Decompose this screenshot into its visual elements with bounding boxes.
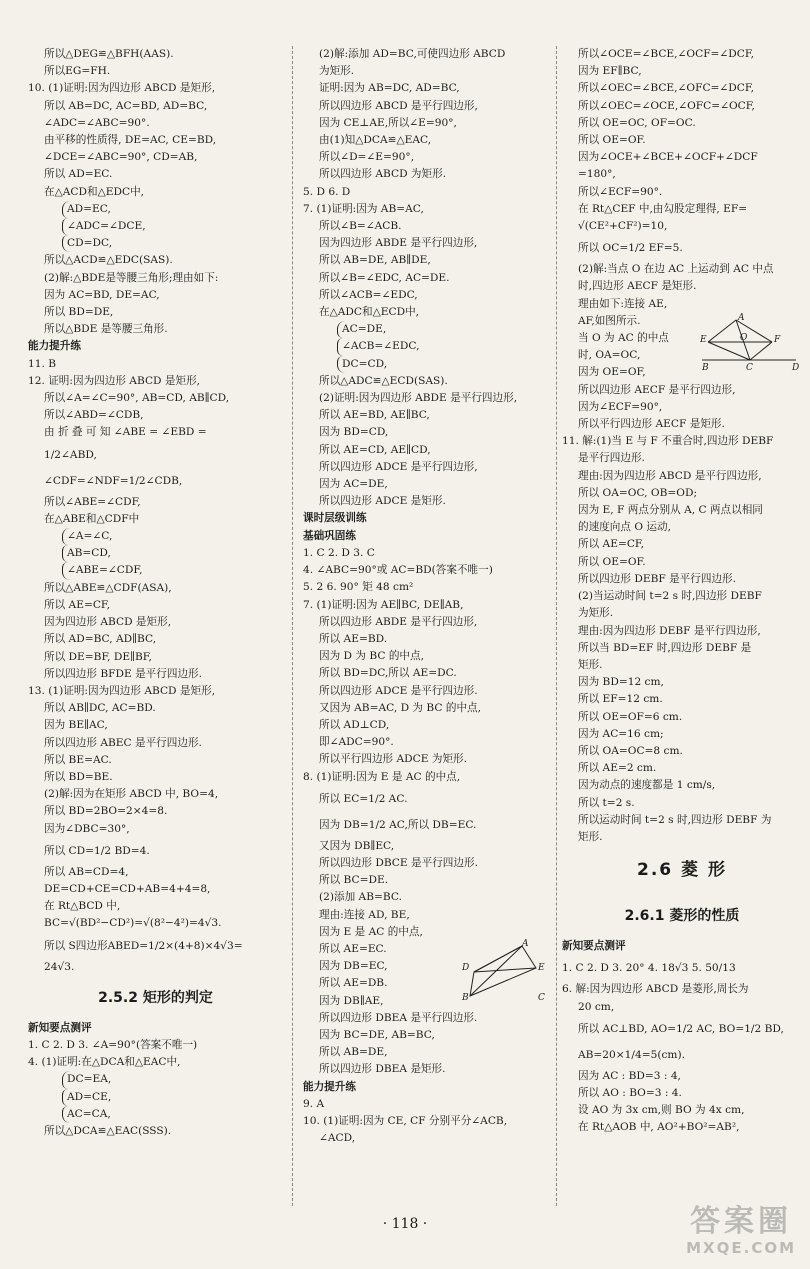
answer-line: 所以 OE=OF.	[578, 555, 646, 568]
svg-text:C: C	[746, 363, 753, 373]
answer-line: ∠ADC=∠ABC=90°.	[44, 116, 150, 129]
svg-text:E: E	[538, 963, 545, 973]
answer-line: 所以∠B=∠EDC, AC=DE.	[319, 271, 450, 284]
answer-line: 所以∠ABE=∠CDF,	[44, 495, 141, 508]
answer-line: 因为 CE⊥AE,所以∠E=90°,	[319, 116, 457, 129]
answer-line: ∠ACB=∠EDC,	[337, 338, 553, 355]
answer-line: 所以 AE=BD.	[319, 632, 388, 645]
answer-line: 时, OA=OC,	[578, 349, 641, 362]
answer-line: 所以 AE=CF,	[44, 598, 110, 611]
answer-line: 因为 BD=CD,	[319, 426, 389, 439]
answer-line: 由(1)知△DCA≌△EAC,	[319, 134, 432, 147]
answer-line: 由 折 叠 可 知 ∠ABE = ∠EBD =	[44, 426, 207, 439]
answer-line: 1. C 2. D 3. ∠A=90°(答案不唯一)	[28, 1038, 198, 1051]
svg-text:D: D	[462, 963, 470, 973]
answer-line: 所以 EC=1/2 AC.	[319, 792, 408, 805]
answer-line: 所以 OA=OC, OB=OD;	[578, 486, 698, 499]
answer-line: 所以 AO : BO=3 : 4.	[578, 1086, 682, 1099]
answer-line: 所以 AE=EC.	[319, 942, 387, 955]
answer-line: 因为 D 为 BC 的中点,	[319, 650, 424, 663]
answer-line: CD=DC,	[62, 235, 283, 252]
svg-text:B: B	[462, 993, 469, 1003]
answer-line: 所以 AE=2 cm.	[578, 762, 657, 775]
answer-line: 所以 BE=AC.	[44, 753, 112, 766]
answer-line: DC=CD,	[337, 356, 553, 373]
answer-line: 6. 解:因为四边形 ABCD 是菱形,周长为	[562, 983, 749, 996]
answer-line: 12. 证明:因为四边形 ABCD 是矩形,	[28, 374, 201, 387]
answer-line: 所以∠ABD=∠CDB,	[44, 409, 144, 422]
parallelogram-figure	[460, 938, 550, 1004]
answer-line: 所以四边形 ABCD 是平行四边形,	[319, 99, 478, 112]
answer-line: 7. (1)证明:因为 AE∥BC, DE∥AB,	[303, 598, 464, 611]
answer-line: 所以 S四边形ABED=1/2×(4+8)×4√3=	[44, 939, 243, 952]
svg-text:O: O	[740, 333, 748, 343]
answer-line: 8. (1)证明:因为 E 是 AC 的中点,	[303, 770, 461, 783]
answer-line: ∠ADC=∠DCE,	[62, 218, 283, 235]
answer-line: 所以运动时间 t=2 s 时,四边形 DEBF 为	[578, 813, 772, 826]
answer-line: 所以平行四边形 AECF 是矩形.	[578, 418, 725, 431]
answer-line: 在△ABE和△CDF中	[44, 512, 140, 525]
answer-line: 9. A	[303, 1097, 325, 1110]
answer-line: (2)解:因为在矩形 ABCD 中, BO=4,	[44, 788, 219, 801]
answer-line: 2.6.1 菱形的性质	[624, 908, 740, 925]
answer-line: 所以 BD=2BO=2×4=8.	[44, 805, 168, 818]
answer-line: 证明:因为 AB=DC, AD=BC,	[319, 82, 460, 95]
answer-line: 所以∠A=∠C=90°, AB=CD, AB∥CD,	[44, 392, 230, 405]
answer-line: 能力提升练	[28, 340, 81, 353]
answer-line: AF,如图所示.	[578, 314, 641, 327]
answer-line: AB=20×1/4=5(cm).	[578, 1048, 685, 1061]
answer-line: 所以 OE=OC, OF=OC.	[578, 116, 696, 129]
answer-line: 为矩形.	[578, 607, 614, 620]
svg-text:C: C	[538, 993, 545, 1003]
answer-line: 10. (1)证明:因为四边形 ABCD 是矩形,	[28, 82, 216, 95]
answer-line: 所以 AE=DB.	[319, 977, 388, 990]
answer-line: 理由:连接 AD, BE,	[319, 908, 410, 921]
answer-line: 基础巩固练	[303, 529, 356, 542]
answer-line: √(CE²+CF²)=10,	[578, 220, 668, 233]
answer-line: 所以当 BD=EF 时,四边形 DEBF 是	[578, 641, 752, 654]
answer-line: 因为∠ECF=90°,	[578, 400, 663, 413]
answer-line: 所以四边形 AECF 是平行四边形,	[578, 383, 736, 396]
answer-line: 5. D 6. D	[303, 185, 351, 198]
answer-line: 所以平行四边形 ADCE 为矩形.	[319, 753, 468, 766]
answer-line: 所以 OE=OF.	[578, 134, 646, 147]
answer-line: 所以∠ACB=∠EDC,	[319, 288, 418, 301]
rectangle-figure	[700, 312, 804, 374]
answer-line: 的速度向点 O 运动,	[578, 521, 671, 534]
answer-line: 所以EG=FH.	[44, 65, 111, 78]
answer-line: 所以 AE=BD, AE∥BC,	[319, 409, 430, 422]
answer-line: 因为 AC=DE,	[319, 478, 388, 491]
answer-line: 因为 BC=DE, AB=BC,	[319, 1028, 435, 1041]
answer-line: ∠A=∠C,	[62, 528, 283, 545]
answer-line: 2.5.2 矩形的判定	[98, 989, 213, 1006]
answer-line: 矩形.	[578, 658, 603, 671]
answer-line: 理由:因为四边形 DEBF 是平行四边形,	[578, 624, 761, 637]
answer-line: 因为 E 是 AC 的中点,	[319, 925, 423, 938]
answer-line: 新知要点测评	[562, 940, 626, 953]
svg-text:F: F	[774, 335, 781, 345]
answer-line: 为矩形.	[319, 65, 355, 78]
answer-line: 所以 AB=DE,	[319, 1046, 388, 1059]
answer-line: 所以 DE=BF, DE∥BF,	[44, 650, 152, 663]
answer-column-1	[28, 46, 283, 1140]
answer-line: 当 O 为 AC 的中点	[578, 332, 669, 345]
answer-line: 所以 AB∥DC, AC=BD.	[44, 702, 156, 715]
answer-line: 所以△BDE 是等腰三角形.	[44, 323, 168, 336]
answer-line: (2)解:△BDE是等腰三角形;理由如下:	[44, 271, 219, 284]
answer-line: 所以∠OEC=∠BCE,∠OFC=∠DCF,	[578, 82, 754, 95]
answer-line: 20 cm,	[578, 1000, 615, 1013]
answer-line: 所以 AB=DC, AC=BD, AD=BC,	[44, 99, 208, 112]
answer-line: 1/2∠ABD,	[44, 448, 97, 461]
answer-line: 在 Rt△BCD 中,	[44, 900, 121, 913]
answer-line: 由平移的性质得, DE=AC, CE=BD,	[44, 134, 217, 147]
answer-line: ∠CDF=∠NDF=1/2∠CDB,	[44, 474, 183, 487]
answer-line: 所以 BC=DE.	[319, 874, 389, 887]
answer-line: DE=CD+CE=CD+AB=4+4=8,	[44, 882, 211, 895]
answer-line: 所以∠ECF=90°.	[578, 185, 663, 198]
column-divider	[556, 46, 557, 1206]
answer-line: 课时层级训练	[303, 512, 367, 525]
answer-line: 所以 OA=OC=8 cm.	[578, 744, 683, 757]
answer-line: 新知要点测评	[28, 1021, 92, 1034]
answer-line: 10. (1)证明:因为 CE, CF 分别平分∠ACB,	[303, 1114, 508, 1127]
answer-line: 7. (1)证明:因为 AB=AC,	[303, 202, 424, 215]
answer-line: 所以 AC⊥BD, AO=1/2 AC, BO=1/2 BD,	[578, 1022, 784, 1035]
answer-line: 因为 E, F 两点分别从 A, C 两点以相同	[578, 504, 763, 517]
answer-line: 所以 OC=1/2 EF=5.	[578, 242, 683, 255]
answer-line: 所以△DCA≌△EAC(SSS).	[44, 1124, 172, 1137]
answer-line: =180°,	[578, 168, 616, 181]
answer-line: 所以四边形 DBEA 是矩形.	[319, 1063, 446, 1076]
page-number: · 118 ·	[382, 1216, 428, 1232]
answer-line: 即∠ADC=90°.	[319, 736, 394, 749]
answer-line: 所以△ADC≌△ECD(SAS).	[319, 374, 448, 387]
answer-line: ∠ACD,	[319, 1132, 356, 1145]
answer-line: 所以 AE=CF,	[578, 538, 644, 551]
column-divider	[292, 46, 293, 1206]
answer-line: 所以四边形 BFDE 是平行四边形.	[44, 667, 202, 680]
answer-line: AC=CA,	[62, 1106, 283, 1123]
answer-line: 所以∠B=∠ACB.	[319, 220, 402, 233]
svg-text:B: B	[702, 363, 709, 373]
answer-line: (2)证明:因为四边形 ABDE 是平行四边形,	[319, 392, 518, 405]
answer-line: 1. C 2. D 3. C	[303, 546, 375, 559]
answer-line: 因为 DB=EC,	[319, 960, 388, 973]
answer-line: 所以 BD=BE.	[44, 770, 113, 783]
answer-line: 所以∠D=∠E=90°,	[319, 151, 415, 164]
svg-text:D: D	[792, 363, 800, 373]
answer-line: 所以 BD=DC,所以 AE=DC.	[319, 667, 457, 680]
answer-line: 在△ACD和△EDC中,	[44, 185, 145, 198]
answer-line: 因为四边形 ABDE 是平行四边形,	[319, 237, 478, 250]
answer-line: 因为 BD=12 cm,	[578, 676, 664, 689]
answer-line: 11. B	[28, 357, 56, 370]
answer-line: 所以四边形 DEBF 是平行四边形.	[578, 572, 736, 585]
answer-line: AB=CD,	[62, 545, 283, 562]
answer-line: 在 Rt△CEF 中,由勾股定理得, EF=	[578, 202, 748, 215]
answer-line: 5. 2 6. 90° 矩 48 cm²	[303, 581, 414, 594]
answer-line: 因为∠DBC=30°,	[44, 822, 130, 835]
answer-line: 所以△DEG≌△BFH(AAS).	[44, 48, 174, 60]
answer-line: 所以 AD=EC.	[44, 168, 113, 181]
answer-column-3	[562, 46, 802, 1137]
answer-line: 是平行四边形.	[578, 452, 645, 465]
answer-line: 设 AO 为 3x cm,则 BO 为 4x cm,	[578, 1104, 745, 1117]
answer-line: AD=CE,	[62, 1089, 283, 1106]
answer-line: 所以 AD⊥CD,	[319, 718, 390, 731]
answer-line: 24√3.	[44, 960, 75, 973]
answer-line: 4. ∠ABC=90°或 AC=BD(答案不唯一)	[303, 564, 493, 577]
answer-line: 因为 BE∥AC,	[44, 719, 108, 732]
answer-line: 因为 AC=16 cm;	[578, 727, 664, 740]
answer-line: 所以 AB=DE, AB∥DE,	[319, 254, 431, 267]
answer-line: 又因为 DB∥EC,	[319, 839, 395, 852]
answer-line: 所以四边形 ABEC 是平行四边形.	[44, 736, 202, 749]
answer-line: 所以△ABE≌△CDF(ASA),	[44, 581, 172, 594]
answer-line: 因为四边形 ABCD 是矩形,	[44, 616, 172, 629]
answer-line: 4. (1)证明:在△DCA和△EAC中,	[28, 1056, 181, 1069]
answer-line: DC=EA,	[62, 1071, 283, 1088]
answer-line: 所以四边形 ADCE 是平行四边形.	[319, 684, 478, 697]
answer-line: 所以∠OCE=∠BCE,∠OCF=∠DCF,	[578, 48, 754, 60]
answer-line: 因为 OE=OF,	[578, 366, 646, 379]
answer-line: 理由如下:连接 AE,	[578, 297, 668, 310]
answer-line: 所以 OE=OF=6 cm.	[578, 710, 683, 723]
watermark	[686, 1205, 796, 1257]
answer-line: 13. (1)证明:因为四边形 ABCD 是矩形,	[28, 684, 216, 697]
answer-line: (2)当运动时间 t=2 s 时,四边形 DEBF	[578, 590, 762, 603]
answer-line: 因为 AC=BD, DE=AC,	[44, 288, 160, 301]
answer-line: 11. 解:(1)当 E 与 F 不重合时,四边形 DEBF	[562, 435, 774, 448]
answer-line: ∠DCE=∠ABC=90°, CD=AB,	[44, 151, 198, 164]
answer-line: 所以 AD=BC, AD∥BC,	[44, 633, 157, 646]
answer-line: (2)解:添加 AD=BC,可使四边形 ABCD	[319, 48, 506, 60]
answer-line: 所以 BD=DE,	[44, 306, 114, 319]
answer-line: 所以四边形 DBCE 是平行四边形.	[319, 856, 478, 869]
answer-line: 理由:因为四边形 ABCD 是平行四边形,	[578, 469, 762, 482]
answer-line: 2.6 菱 形	[637, 860, 727, 881]
answer-line: 所以 AE=CD, AE∥CD,	[319, 443, 431, 456]
watermark-url: MXQE.COM	[686, 1239, 796, 1257]
answer-line: ∠ABE=∠CDF,	[62, 562, 283, 579]
answer-line: 因为 EF∥BC,	[578, 65, 642, 78]
answer-line: 所以四边形 DBEA 是平行四边形.	[319, 1011, 478, 1024]
answer-line: 所以 CD=1/2 BD=4.	[44, 844, 150, 857]
svg-text:A: A	[522, 939, 529, 949]
answer-line: 所以四边形 ABCD 为矩形.	[319, 168, 447, 181]
answer-line: 所以△ACD≌△EDC(SAS).	[44, 254, 173, 267]
answer-line: 所以 AB=CD=4,	[44, 865, 129, 878]
answer-line: (2)解:当点 O 在边 AC 上运动到 AC 中点	[578, 263, 774, 276]
answer-line: AD=EC,	[62, 201, 283, 218]
answer-line: 所以∠OEC=∠OCE,∠OFC=∠OCF,	[578, 99, 755, 112]
answer-line: 所以四边形 ABDE 是平行四边形,	[319, 615, 478, 628]
svg-text:A: A	[738, 313, 745, 323]
answer-line: AC=DE,	[337, 321, 553, 338]
answer-line: BC=√(BD²−CD²)=√(8²−4²)=4√3.	[44, 917, 222, 930]
answer-line: 又因为 AB=AC, D 为 BC 的中点,	[319, 701, 481, 714]
answer-line: 在△ADC和△ECD中,	[319, 306, 420, 319]
answer-line: 因为 DB∥AE,	[319, 994, 384, 1007]
answer-line: 因为 AC : BD=3 : 4,	[578, 1069, 681, 1082]
answer-line: 能力提升练	[303, 1080, 356, 1093]
answer-line: 所以 t=2 s.	[578, 796, 635, 809]
answer-line: 时,四边形 AECF 是矩形.	[578, 280, 697, 293]
answer-line: 矩形.	[578, 830, 603, 843]
answer-line: 所以四边形 ADCE 是矩形.	[319, 495, 446, 508]
svg-text:E: E	[700, 335, 707, 345]
answer-line: 因为∠OCE+∠BCE+∠OCF+∠DCF	[578, 151, 758, 164]
answer-line: 因为动点的速度都是 1 cm/s,	[578, 779, 716, 792]
answer-line: 在 Rt△AOB 中, AO²+BO²=AB²,	[578, 1121, 740, 1134]
answer-line: 因为 DB=1/2 AC,所以 DB=EC.	[319, 818, 477, 831]
answer-line: 所以四边形 ADCE 是平行四边形,	[319, 460, 478, 473]
watermark-logo: 答案圈	[690, 1204, 793, 1239]
answer-line: 1. C 2. D 3. 20° 4. 18√3 5. 50/13	[562, 962, 736, 975]
answer-line: 所以 EF=12 cm.	[578, 693, 663, 706]
answer-line: (2)添加 AB=BC.	[319, 891, 402, 904]
